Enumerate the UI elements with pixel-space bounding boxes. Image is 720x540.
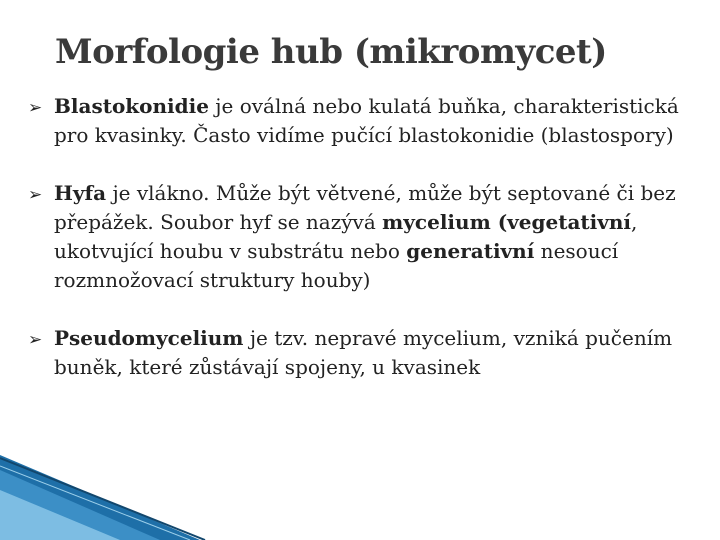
term-blastokonidie: Blastokonidie <box>54 94 209 118</box>
term-mycelium: mycelium <box>382 210 491 234</box>
term-hyfa: Hyfa <box>54 181 107 205</box>
bullet-text: je vlákno. Může být větvené, může být septované či bez přepážek. Soubor hyf se nazývá <box>54 181 676 234</box>
bullet-item-pseudomycelium <box>28 324 688 382</box>
arrow-bullet-icon: ➢ <box>28 185 43 205</box>
term-generativni: generativní <box>406 239 535 263</box>
bullet-text: ( <box>490 210 508 234</box>
bullet-text: je oválná nebo kulatá buňka, charakteristická pro kvasinky. Často vidíme pučící blastokonidie (blastospory) <box>54 94 679 147</box>
bullet-item-hyfa <box>28 179 688 295</box>
term-pseudomycelium: Pseudomycelium <box>54 326 244 350</box>
bullet-list <box>28 92 688 382</box>
arrow-bullet-icon: ➢ <box>28 330 43 350</box>
bullet-text: nesoucí rozmnožovací struktury houby) <box>54 239 619 292</box>
arrow-bullet-icon: ➢ <box>28 98 43 118</box>
bullet-text: , ukotvující houbu v substrátu nebo <box>54 210 638 263</box>
term-vegetativni: vegetativní <box>507 210 632 234</box>
slide-title: Morfologie hub (mikromycet) <box>55 32 607 72</box>
bullet-item-blastokonidie <box>28 92 688 150</box>
bullet-text: je tzv. nepravé mycelium, vzniká pučením buněk, které zůstávají spojeny, u kvasinek <box>54 326 673 379</box>
